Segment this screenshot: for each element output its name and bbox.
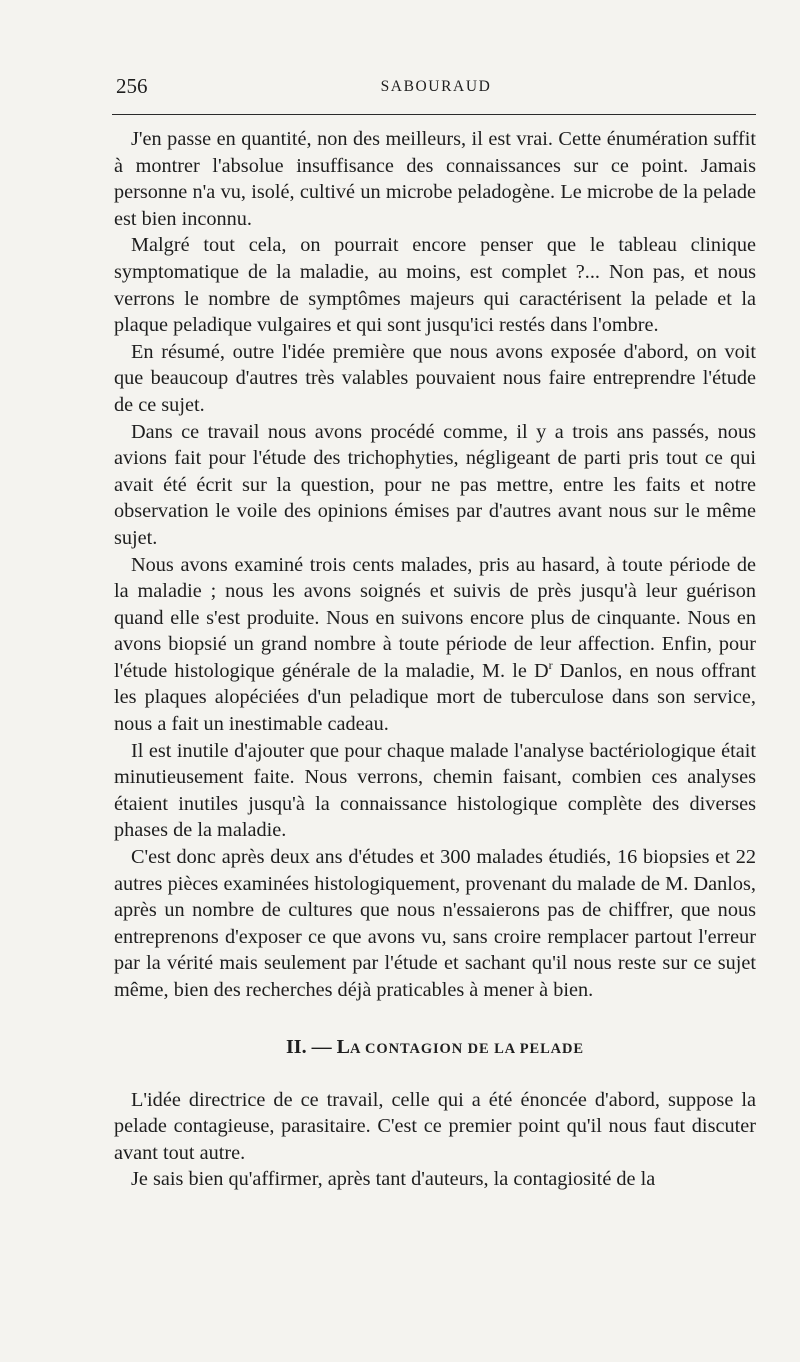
page-header bbox=[116, 74, 756, 104]
paragraph: Dans ce travail nous avons procédé comme, il y a trois ans passés, nous avions fait pour l'étude des trichophyties, négligeant de parti pris tout ce qui avait été écrit sur la question, pour ne pas mettre, entre les faits et notre observation le voile des opinions émises par d'autres avant nous sur le même sujet. bbox=[114, 420, 756, 549]
running-head: SABOURAUD bbox=[380, 78, 492, 95]
paragraph: C'est donc après deux ans d'études et 300 malades étudiés, 16 biopsies et 22 autres pièces examinées histologiquement, provenant du malade de M. Danlos, après un nombre de cultures que nous n'essaierons pas de chiffrer, que nous entreprenons d'exposer ce que avons vu, sans croire remplacer partout l'erreur par la vérité mais seulement par l'étude et sachant qu'il nous reste sur ce sujet même, bien des recherches déjà praticables à mener à bien. bbox=[114, 846, 756, 1001]
paragraph: En résumé, outre l'idée première que nous avons exposée d'abord, on voit que beaucoup d'autres très valables pouvaient nous faire entreprendre l'étude de ce sujet. bbox=[114, 340, 756, 416]
doctor-superscript: r bbox=[548, 658, 553, 673]
header-rule bbox=[112, 114, 756, 115]
section-numeral: II. — bbox=[286, 1035, 332, 1058]
paragraph: J'en passe en quantité, non des meilleurs, il est vrai. Cette énumération suffit à montrer l'absolue insuffisance des connaissances sur ce point. Jamais personne n'a vu, isolé, cultivé un microbe peladogène. Le microbe de la pelade est bien inconnu. bbox=[114, 128, 756, 230]
section-title: A CONTAGION DE LA PELADE bbox=[349, 1040, 584, 1057]
body-text bbox=[114, 126, 756, 1193]
paragraph: Je sais bien qu'affirmer, après tant d'auteurs, la contagiosité de la bbox=[131, 1168, 656, 1191]
paragraph: Malgré tout cela, on pourrait encore penser que le tableau clinique symptomatique de la maladie, au moins, est complet ?... Non pas, et nous verrons le nombre de symptômes majeurs qui caractérisent la pelade et la plaque peladique vulgaires et qui sont jusqu'ici restés dans l'ombre. bbox=[114, 234, 756, 337]
paragraph-text: Nous avons examiné trois cents malades, pris au hasard, à toute période de la maladie ; nous les avons soignés et suivis de près jusqu'à leur guérison quand elle s'est produite. Nous en suivons encore plus de cinquante. Nous en avons biopsié un grand nombre à toute période de leur affection. Enfin, pour l'étude histologique générale de la maladie, M. le D bbox=[114, 553, 756, 682]
paragraph: L'idée directrice de ce travail, celle qui a été énoncée d'abord, suppose la pelade contagieuse, parasitaire. C'est ce premier point qu'il nous faut discuter avant tout autre. bbox=[114, 1088, 756, 1164]
paragraph bbox=[114, 552, 756, 738]
section-heading bbox=[114, 1034, 756, 1062]
paragraph: Il est inutile d'ajouter que pour chaque malade l'analyse bactériologique était minutieusement faite. Nous verrons, chemin faisant, combien ces analyses étaient inutiles jusqu'à la connaissance histologique complète des diverses phases de la maladie. bbox=[114, 739, 756, 842]
paragraph-text: Danlos, en nous offrant les plaques alopéciées d'un peladique mort de tuberculose dans son service, nous a fait un inestimable cadeau. bbox=[114, 659, 756, 736]
section-title-initial: L bbox=[336, 1035, 350, 1058]
page-number: 256 bbox=[116, 74, 148, 98]
